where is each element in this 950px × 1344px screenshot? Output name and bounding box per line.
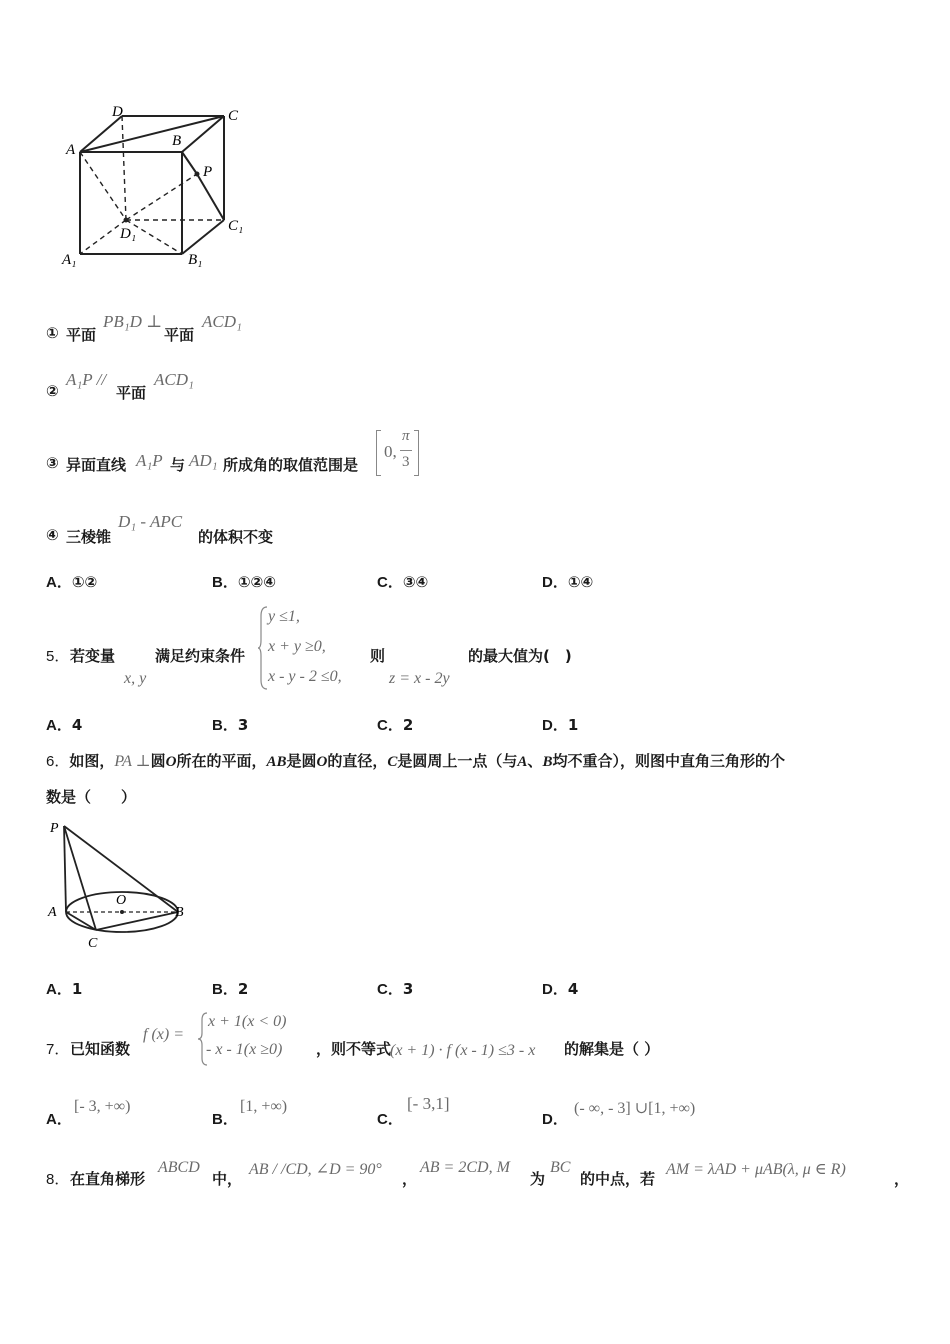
option-c[interactable]: C．③④ bbox=[377, 573, 429, 591]
label-A: A bbox=[48, 905, 57, 920]
label-P: P bbox=[203, 164, 213, 180]
math-expr: ACD₁ bbox=[154, 370, 194, 389]
math-expr: PB₁D ⊥ bbox=[103, 312, 163, 331]
math-expr: AD₁ bbox=[189, 451, 218, 470]
statement-4: ④ 三棱锥 D₁ - APC 的体积不变 bbox=[46, 512, 274, 546]
label-P: P bbox=[50, 821, 59, 836]
option-b[interactable]: B． [1, +∞) bbox=[212, 1098, 288, 1128]
question-number: 7． bbox=[46, 1041, 70, 1058]
option-d[interactable]: D．4 bbox=[542, 980, 579, 998]
label-C: C bbox=[228, 108, 239, 124]
q5-options bbox=[46, 714, 666, 738]
range-expr: 0, π 3 bbox=[374, 428, 424, 478]
q7-options bbox=[46, 1090, 746, 1130]
question-7: 7． 已知函数 f (x) = x + 1(x < 0) - x - 1(x ≥0) ，则不等式 (x + 1) · f (x - 1) ≤3 - x 的解集是（ ） bbox=[46, 1010, 906, 1070]
math-expr: BC bbox=[550, 1159, 571, 1176]
statement-number: ③ bbox=[46, 454, 59, 472]
statement-2: ② A₁P // 平面 ACD₁ bbox=[46, 370, 194, 402]
cube-figure bbox=[44, 100, 254, 270]
option-c[interactable]: C． [- 3,1] bbox=[377, 1094, 450, 1128]
label-A1: A₁ bbox=[62, 252, 77, 268]
label-C1: C₁ bbox=[228, 218, 244, 234]
math-expr: A₁P bbox=[136, 451, 163, 470]
statement-1: ① 平面 PB₁D ⊥ 平面 ACD₁ bbox=[46, 312, 242, 344]
label-D1: D₁ bbox=[120, 226, 137, 242]
math-expr: PA ⊥ bbox=[114, 753, 151, 770]
math-expr: AB / /CD, ∠D = 90° bbox=[249, 1161, 382, 1178]
q4-options bbox=[46, 571, 666, 595]
statement-number: ④ bbox=[46, 526, 59, 544]
option-d[interactable]: D．①④ bbox=[542, 573, 594, 591]
math-expr: AB = 2CD, M bbox=[420, 1159, 510, 1176]
math-expr: f (x) = bbox=[143, 1026, 184, 1043]
math-expr: AM = λAD + μAB(λ, μ ∈ R) bbox=[666, 1161, 846, 1178]
math-expr: ABCD bbox=[158, 1159, 200, 1176]
question-6: 6．如图，PA ⊥圆O所在的平面，AB是圆O的直径，C是圆周上一点（与A、B均不重合），则图中直角三角形的个 数是（ ） bbox=[46, 752, 785, 806]
statement-number: ① bbox=[46, 324, 59, 342]
label-C: C bbox=[88, 936, 98, 951]
question-number: 6． bbox=[46, 753, 70, 770]
math-expr: (x + 1) · f (x - 1) ≤3 - x bbox=[390, 1042, 536, 1059]
option-b[interactable]: B．2 bbox=[212, 980, 249, 998]
option-b[interactable]: B．3 bbox=[212, 716, 249, 734]
statement-number: ② bbox=[46, 382, 59, 400]
question-number: 5． bbox=[46, 648, 70, 665]
cone-figure bbox=[44, 818, 194, 954]
option-c[interactable]: C．3 bbox=[377, 980, 414, 998]
option-a[interactable]: A．①② bbox=[46, 573, 98, 591]
question-5: 5． 若变量 x, y 满足约束条件 y ≤1, x + y ≥0, x - y - 2 ≤0, 则 z = x - 2y 的最大值为( ) bbox=[46, 604, 906, 694]
option-d[interactable]: D． (- ∞, - 3] ∪[1, +∞) bbox=[542, 1100, 696, 1128]
option-d[interactable]: D．1 bbox=[542, 716, 579, 734]
math-expr: D₁ - APC bbox=[118, 512, 183, 531]
question-number: 8． bbox=[46, 1171, 70, 1188]
constraint-system: y ≤1, x + y ≥0, x - y - 2 ≤0, bbox=[258, 606, 378, 690]
option-a[interactable]: A． [- 3, +∞) bbox=[46, 1098, 131, 1128]
question-8: 8． 在直角梯形 ABCD 中， AB / /CD, ∠D = 90° ， AB = 2CD, M 为 BC 的中点，若 AM = λAD + μAB(λ, μ ∈ R) ， bbox=[46, 1159, 910, 1188]
label-D: D bbox=[112, 104, 123, 120]
math-expr: A₁P // bbox=[66, 370, 107, 389]
option-c[interactable]: C．2 bbox=[377, 716, 414, 734]
label-A: A bbox=[66, 142, 76, 158]
label-B1: B₁ bbox=[188, 252, 203, 268]
option-b[interactable]: B．①②④ bbox=[212, 573, 276, 591]
option-a[interactable]: A．1 bbox=[46, 980, 83, 998]
math-expr: z = x - 2y bbox=[389, 670, 450, 687]
math-expr: ACD₁ bbox=[202, 312, 242, 331]
label-B: B bbox=[172, 133, 182, 149]
math-expr: x, y bbox=[124, 670, 147, 687]
label-O: O bbox=[116, 893, 127, 908]
option-a[interactable]: A．4 bbox=[46, 716, 83, 734]
label-B: B bbox=[175, 905, 184, 920]
q6-options bbox=[46, 978, 666, 1002]
statement-3: ③ 异面直线 A₁P 与 AD₁ 所成角的取值范围是 0, π 3 bbox=[46, 426, 546, 480]
